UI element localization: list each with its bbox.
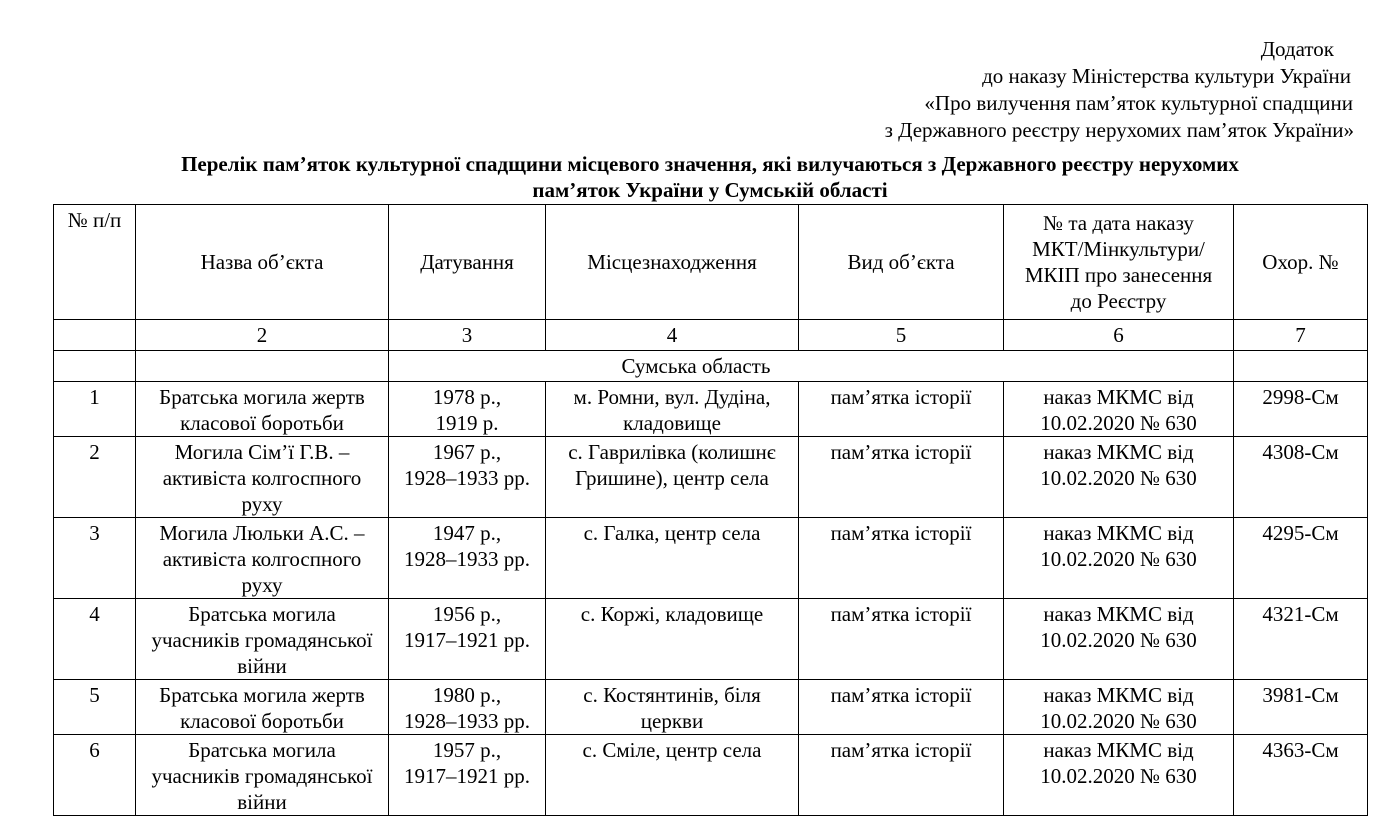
cell-dating-line: 1917–1921 рр.	[404, 764, 530, 788]
cell-type: пам’ятка історії	[799, 437, 1004, 518]
cell-order	[1004, 735, 1234, 816]
cell-protection: 2998-См	[1234, 382, 1368, 437]
cell-num: 6	[54, 735, 136, 816]
cell-dating	[389, 680, 546, 735]
cell-order-line: наказ МКМС від	[1043, 683, 1194, 707]
cell-dating	[389, 518, 546, 599]
header-order-line: МКТ/Мінкультури/	[1032, 237, 1205, 261]
cell-order-line: 10.02.2020 № 630	[1040, 628, 1197, 652]
cell-name	[136, 518, 389, 599]
cell-name-line: активіста колгоспного	[162, 466, 362, 490]
cell-order	[1004, 382, 1234, 437]
cell-location-line: с. Гаврилівка (колишнє	[568, 440, 776, 464]
cell-dating-line: 1957 р.,	[432, 738, 502, 762]
cell-type: пам’ятка історії	[799, 518, 1004, 599]
header-dating: Датування	[389, 205, 546, 320]
column-number: 7	[1234, 320, 1368, 351]
cell-order-line: наказ МКМС від	[1043, 440, 1194, 464]
cell-dating-line: 1978 р.,	[432, 385, 502, 409]
cell-type: пам’ятка історії	[799, 680, 1004, 735]
appendix-line: «Про вилучення пам’яток культурної спадщини	[924, 91, 1353, 115]
cell-location-line: с. Костянтинів, біля	[583, 683, 761, 707]
cell-name-line: руху	[241, 573, 283, 597]
table-row	[54, 599, 1368, 680]
cell-name-line: класової боротьби	[180, 411, 344, 435]
title-line: Перелік пам’яток культурної спадщини місцевого значення, які вилучаються з Державного реєстру нерухомих	[181, 152, 1239, 176]
cell-dating-line: 1956 р.,	[432, 602, 502, 626]
cell-location-line: м. Ромни, вул. Дудіна,	[573, 385, 771, 409]
region-row	[54, 351, 1368, 382]
cell-protection: 4308-См	[1234, 437, 1368, 518]
cell-name-line: Братська могила жертв	[159, 385, 365, 409]
cell-protection: 4321-См	[1234, 599, 1368, 680]
cell-protection: 4363-См	[1234, 735, 1368, 816]
cell-dating-line: 1928–1933 рр.	[404, 466, 530, 490]
cell-location-line: кладовище	[623, 411, 721, 435]
cell-type: пам’ятка історії	[799, 735, 1004, 816]
cell-dating	[389, 382, 546, 437]
empty-cell	[136, 351, 389, 382]
cell-name	[136, 382, 389, 437]
header-protection: Охор. №	[1234, 205, 1368, 320]
cell-dating-line: 1928–1933 рр.	[404, 709, 530, 733]
cell-dating	[389, 599, 546, 680]
cell-location-line: церкви	[640, 709, 704, 733]
header-type: Вид об’єкта	[799, 205, 1004, 320]
cell-order	[1004, 599, 1234, 680]
header-row	[54, 205, 1368, 320]
cell-order	[1004, 680, 1234, 735]
table-row	[54, 437, 1368, 518]
cell-dating	[389, 735, 546, 816]
cell-num: 2	[54, 437, 136, 518]
header-order-line: № та дата наказу	[1043, 211, 1194, 235]
cell-name-line: Могила Люльки А.С. –	[159, 521, 365, 545]
title-line: пам’яток України у Сумській області	[532, 178, 888, 202]
header-order-line: до Реєстру	[1070, 289, 1167, 313]
cell-dating-line: 1919 р.	[435, 411, 499, 435]
column-number: 3	[389, 320, 546, 351]
header-order-line: МКІП про занесення	[1024, 263, 1213, 287]
cell-dating-line: 1928–1933 рр.	[404, 547, 530, 571]
table-row	[54, 735, 1368, 816]
empty-cell	[1004, 351, 1234, 382]
cell-name-line: учасників громадянської	[151, 628, 373, 652]
column-number: 2	[136, 320, 389, 351]
cell-order-line: наказ МКМС від	[1043, 602, 1194, 626]
table-row	[54, 518, 1368, 599]
cell-location-line: с. Галка, центр села	[583, 521, 761, 545]
cell-location	[546, 518, 799, 599]
cell-location	[546, 599, 799, 680]
cell-order-line: 10.02.2020 № 630	[1040, 547, 1197, 571]
column-number	[54, 320, 136, 351]
cell-name	[136, 599, 389, 680]
cell-order-line: 10.02.2020 № 630	[1040, 466, 1197, 490]
monuments-table	[53, 204, 1368, 816]
cell-location-line: с. Сміле, центр села	[582, 738, 762, 762]
cell-location-line: с. Коржі, кладовище	[580, 602, 764, 626]
cell-num: 3	[54, 518, 136, 599]
cell-type: пам’ятка історії	[799, 599, 1004, 680]
region-name: Сумська область	[389, 351, 1004, 382]
column-number: 6	[1004, 320, 1234, 351]
empty-cell	[54, 351, 136, 382]
cell-name-line: учасників громадянської	[151, 764, 373, 788]
cell-num: 5	[54, 680, 136, 735]
cell-name-line: Могила Сім’ї Г.В. –	[174, 440, 350, 464]
cell-order-line: наказ МКМС від	[1043, 385, 1194, 409]
column-number: 4	[546, 320, 799, 351]
cell-name-line: класової боротьби	[180, 709, 344, 733]
table-row	[54, 382, 1368, 437]
cell-location	[546, 437, 799, 518]
cell-order-line: 10.02.2020 № 630	[1040, 411, 1197, 435]
cell-name-line: війни	[237, 654, 287, 678]
cell-protection: 3981-См	[1234, 680, 1368, 735]
cell-num: 4	[54, 599, 136, 680]
cell-protection: 4295-См	[1234, 518, 1368, 599]
cell-location	[546, 680, 799, 735]
cell-name	[136, 735, 389, 816]
appendix-line: до наказу Міністерства культури України	[982, 64, 1351, 88]
cell-dating-line: 1917–1921 рр.	[404, 628, 530, 652]
cell-name-line: Братська могила жертв	[159, 683, 365, 707]
document-title	[60, 151, 1360, 203]
header-order	[1004, 205, 1234, 320]
cell-order-line: наказ МКМС від	[1043, 521, 1194, 545]
header-name: Назва об’єкта	[136, 205, 389, 320]
cell-name-line: активіста колгоспного	[162, 547, 362, 571]
cell-dating-line: 1967 р.,	[432, 440, 502, 464]
cell-dating-line: 1980 р.,	[432, 683, 502, 707]
cell-name	[136, 680, 389, 735]
cell-name-line: руху	[241, 492, 283, 516]
cell-location-line: Гришине), центр села	[575, 466, 769, 490]
cell-num: 1	[54, 382, 136, 437]
data-rows	[54, 382, 1368, 816]
cell-type: пам’ятка історії	[799, 382, 1004, 437]
cell-order-line: 10.02.2020 № 630	[1040, 764, 1197, 788]
cell-name	[136, 437, 389, 518]
cell-name-line: Братська могила	[188, 602, 336, 626]
column-number: 5	[799, 320, 1004, 351]
header-location: Місцезнаходження	[546, 205, 799, 320]
table-row	[54, 680, 1368, 735]
cell-order	[1004, 437, 1234, 518]
cell-name-line: війни	[237, 790, 287, 814]
appendix-line: з Державного реєстру нерухомих пам’яток України»	[884, 118, 1354, 142]
cell-location	[546, 735, 799, 816]
cell-order	[1004, 518, 1234, 599]
header-num: № п/п	[54, 205, 136, 320]
column-number-row	[54, 320, 1368, 351]
cell-location	[546, 382, 799, 437]
cell-dating-line: 1947 р.,	[432, 521, 502, 545]
cell-order-line: наказ МКМС від	[1043, 738, 1194, 762]
cell-order-line: 10.02.2020 № 630	[1040, 709, 1197, 733]
cell-name-line: Братська могила	[188, 738, 336, 762]
appendix-block	[885, 36, 1354, 144]
cell-dating	[389, 437, 546, 518]
appendix-line: Додаток	[1260, 37, 1334, 61]
empty-cell	[1234, 351, 1368, 382]
